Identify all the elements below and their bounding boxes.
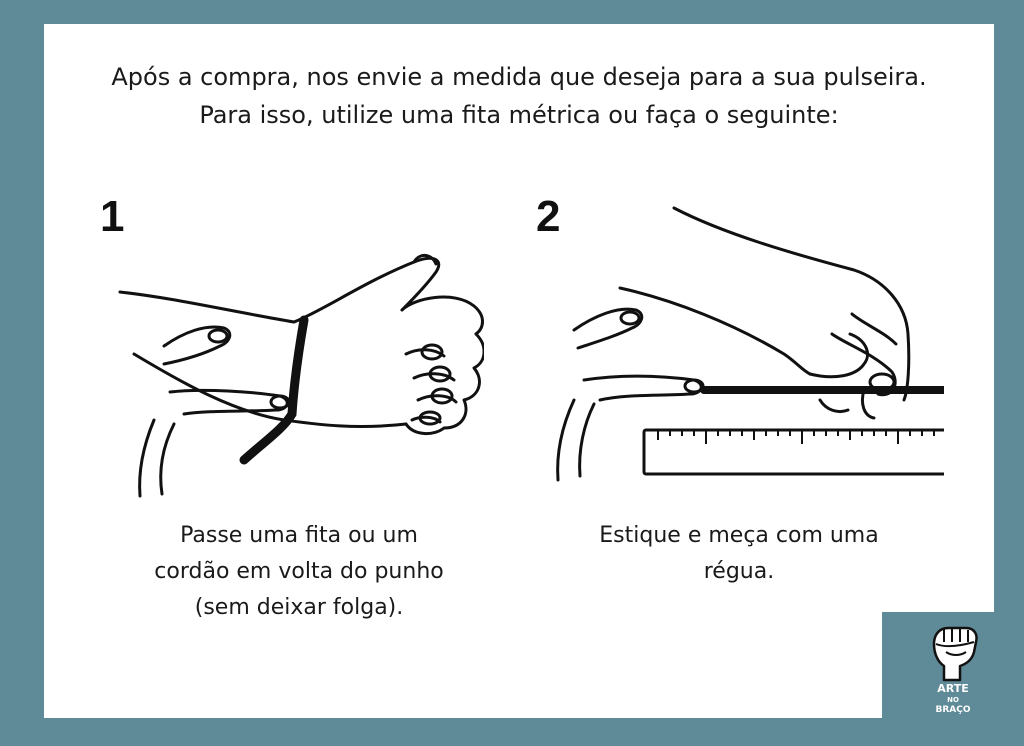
wrist-with-string-icon (114, 224, 484, 504)
step-1-caption (114, 518, 484, 626)
step-2-caption (554, 518, 924, 590)
step-2-caption-line: Estique e meça com uma (599, 523, 879, 548)
logo-text-line-3: BRAÇO (935, 705, 971, 715)
logo-text-line-2: NO (947, 696, 959, 704)
step-1-caption-line: Passe uma fita ou um (180, 523, 418, 548)
ruler-ticks (658, 430, 944, 444)
logo-area (882, 612, 1024, 746)
page-title (44, 58, 994, 134)
step-1-caption-line: cordão em volta do punho (154, 559, 444, 584)
measure-with-ruler-icon (534, 204, 944, 494)
step-1-number: 1 (100, 192, 125, 241)
raised-fist-logo (926, 622, 980, 682)
brand-logo (926, 622, 980, 715)
step-2-caption-line: régua. (703, 559, 775, 584)
logo-text-line-1: ARTE (937, 682, 969, 695)
step-1-caption-line: (sem deixar folga). (194, 595, 404, 620)
title-line-2: Para isso, utilize uma fita métrica ou faça o seguinte: (199, 101, 839, 129)
instruction-card (44, 24, 994, 718)
step-2-number: 2 (536, 192, 561, 241)
title-line-1: Após a compra, nos envie a medida que deseja para a sua pulseira. (111, 63, 927, 91)
